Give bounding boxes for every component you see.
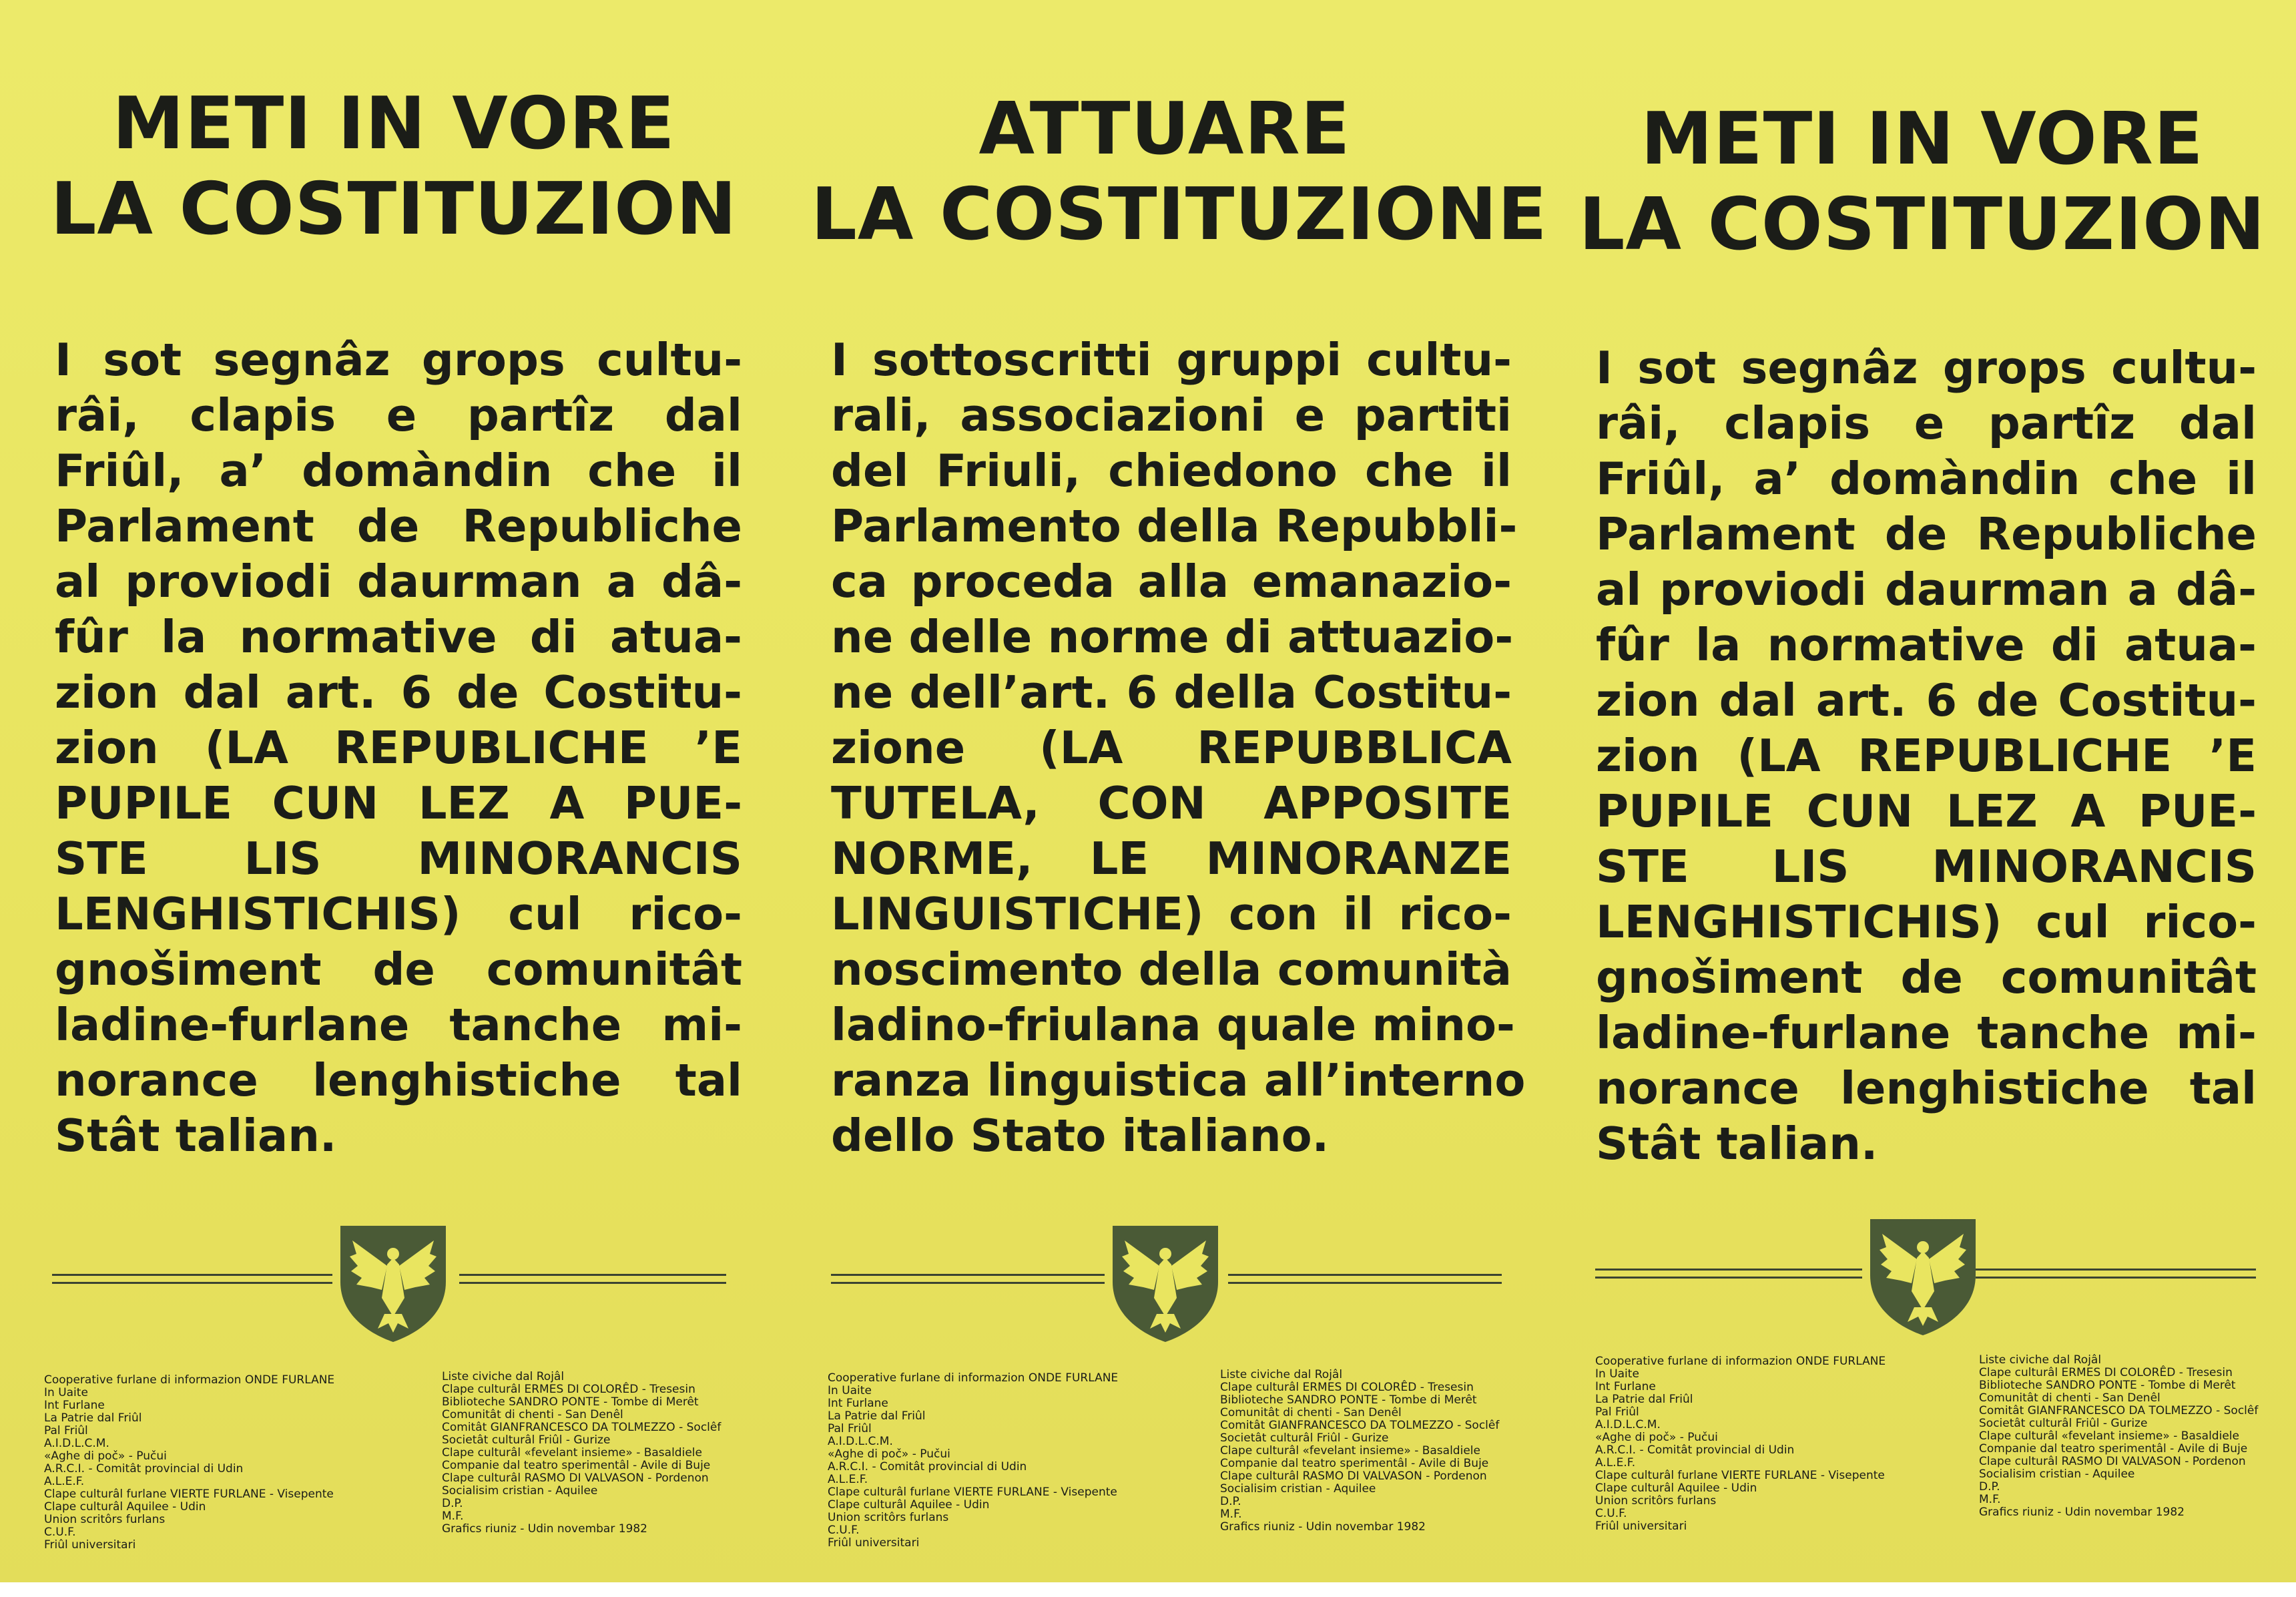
credit-line: Clape culturâl Aquilee - Udin — [44, 1500, 206, 1514]
paper-edge — [0, 1582, 2296, 1597]
credit-line: Clape culturâl furlane VIERTE FURLANE - Visepente — [828, 1486, 1117, 1499]
column-friulian-left — [47, 0, 742, 1162]
text-line: râi, clapis e partîz dal — [1596, 397, 2257, 449]
credit-line: C.U.F. — [1595, 1507, 1627, 1520]
text-line: fûr la normative di atua- — [1596, 619, 2257, 671]
credits-list — [442, 1371, 721, 1536]
text-line: NORME, LE MINORANZE — [831, 833, 1512, 885]
credit-line: La Patrie dal Friûl — [44, 1411, 142, 1425]
credits-list — [1979, 1354, 2258, 1519]
text-line: LENGHISTICHIS) cul rico- — [55, 888, 742, 940]
credit-line: La Patrie dal Friûl — [1595, 1393, 1693, 1406]
credit-line: M.F. — [1220, 1508, 1242, 1521]
column-friulian-right — [1579, 0, 2266, 1170]
credits-list — [828, 1372, 1118, 1550]
text-line: I sot segnâz grops cultu- — [55, 334, 742, 386]
divider-rule — [1976, 1269, 2256, 1279]
credit-line: M.F. — [442, 1510, 464, 1523]
text-line: ladino-friulana quale mino- — [831, 999, 1515, 1051]
friulian-eagle-shield-icon — [1868, 1216, 1978, 1338]
text-line: I sot segnâz grops cultu- — [1596, 342, 2257, 394]
credit-line: Grafics riuniz - Udin novembar 1982 — [1979, 1506, 2185, 1519]
credit-line: Union scritôrs furlans — [44, 1513, 166, 1526]
appeal-text — [55, 332, 742, 1164]
text-line: râi, clapis e partîz dal — [55, 389, 742, 441]
credit-line: Clape culturâl furlane VIERTE FURLANE - Visepente — [1595, 1469, 1885, 1482]
credit-line: Companie dal teatro sperimentâl - Avile di Buje — [1220, 1457, 1489, 1470]
text-line: norance lenghistiche tal — [55, 1054, 742, 1106]
credit-line: Union scritôrs furlans — [1595, 1494, 1717, 1508]
credit-line: «Aghe di poč» - Pučui — [44, 1449, 167, 1463]
column-italian-center — [811, 0, 1548, 1162]
text-line: noscimento della comunità — [831, 943, 1512, 995]
credit-line: Friûl universitari — [1595, 1520, 1687, 1533]
credit-line: A.L.E.F. — [44, 1475, 85, 1488]
credit-line: A.R.C.I. - Comitât provincial di Udin — [44, 1462, 244, 1475]
credit-line: Clape culturâl «fevelant insieme» - Basaldiele — [1979, 1429, 2239, 1443]
credit-line: Societât culturâl Friûl - Gurize — [442, 1433, 611, 1447]
credit-line: A.R.C.I. - Comitât provincial di Udin — [828, 1460, 1027, 1473]
text-line: zion dal art. 6 de Costitu- — [55, 666, 742, 718]
credit-line: Int Furlane — [44, 1399, 105, 1412]
text-line: STE LIS MINORANCIS — [1596, 841, 2257, 893]
text-line: ne delle norme di attuazio- — [831, 611, 1514, 663]
credit-line: Comunitât di chenti - San Denêl — [1220, 1406, 1402, 1419]
text-line: Stât talian. — [55, 1110, 337, 1162]
credit-line: Pal Friûl — [828, 1422, 872, 1435]
title-line-2: LA COSTITUZION — [1579, 183, 2266, 266]
column-title — [33, 0, 754, 252]
credit-line: Clape culturâl ERMES DI COLORÊD - Tresesin — [442, 1383, 695, 1396]
credit-line: Clape culturâl «fevelant insieme» - Basaldiele — [1220, 1444, 1480, 1457]
text-line: zion dal art. 6 de Costitu- — [1596, 674, 2257, 726]
appeal-text — [831, 332, 1526, 1164]
credit-line: Friûl universitari — [828, 1536, 920, 1550]
credit-line: Comitât GIANFRANCESCO DA TOLMEZZO - Soclêf — [1220, 1419, 1500, 1432]
credit-line: Comunitât di chenti - San Denêl — [1979, 1391, 2161, 1405]
credit-line: Union scritôrs furlans — [828, 1511, 949, 1524]
credit-line: Friûl universitari — [44, 1538, 136, 1552]
credit-line: M.F. — [1979, 1493, 2001, 1506]
text-line: zione (LA REPUBBLICA — [831, 722, 1512, 774]
credits-list — [1595, 1355, 1886, 1533]
friulian-eagle-shield-icon — [338, 1223, 449, 1345]
divider-rule — [831, 1274, 1105, 1284]
credit-line: Clape culturâl ERMES DI COLORÊD - Tresesin — [1220, 1381, 1474, 1394]
credit-line: Cooperative furlane di informazion ONDE FURLANE — [1595, 1355, 1886, 1368]
credits-list — [44, 1374, 334, 1552]
credit-line: Biblioteche SANDRO PONTE - Tombe di Merêt — [442, 1395, 699, 1409]
credit-line: Liste civiche dal Rojâl — [1979, 1353, 2102, 1367]
text-line: Friûl, a’ domàndin che il — [1596, 453, 2257, 505]
credit-line: C.U.F. — [828, 1524, 860, 1537]
text-line: rali, associazioni e partiti — [831, 389, 1512, 441]
friulian-eagle-shield-icon — [1110, 1223, 1221, 1345]
credit-line: Int Furlane — [1595, 1380, 1656, 1393]
text-line: gnošiment de comunitât — [55, 943, 742, 995]
credit-line: Companie dal teatro sperimentâl - Avile di Buje — [442, 1459, 711, 1472]
credit-line: Clape culturâl RASMO DI VALVASON - Pordenon — [1979, 1455, 2246, 1468]
credit-line: La Patrie dal Friûl — [828, 1409, 926, 1423]
text-line: LENGHISTICHIS) cul rico- — [1596, 896, 2257, 948]
text-line: ranza linguistica all’interno — [831, 1054, 1526, 1106]
credit-line: D.P. — [1979, 1480, 2000, 1494]
credit-line: Clape culturâl Aquilee - Udin — [828, 1498, 990, 1512]
text-line: Friûl, a’ domàndin che il — [55, 445, 742, 497]
text-line: ne dell’art. 6 della Costitu- — [831, 666, 1512, 718]
credit-line: Socialisim cristian - Aquilee — [1979, 1467, 2135, 1481]
text-line: TUTELA, CON APPOSITE — [831, 777, 1512, 829]
credit-line: Pal Friûl — [1595, 1405, 1639, 1419]
text-line: PUPILE CUN LEZ A PUE- — [55, 777, 742, 829]
credit-line: Comitât GIANFRANCESCO DA TOLMEZZO - Soclêf — [442, 1421, 722, 1434]
credit-line: C.U.F. — [44, 1526, 76, 1539]
credit-line: Clape culturâl RASMO DI VALVASON - Pordenon — [442, 1471, 709, 1485]
title-line-1: METI IN VORE — [112, 82, 675, 166]
text-line: al proviodi daurman a dâ- — [1596, 563, 2257, 616]
credit-line: A.I.D.L.C.M. — [1595, 1418, 1661, 1431]
credit-line: In Uaite — [44, 1386, 88, 1399]
credit-line: In Uaite — [828, 1384, 872, 1397]
credit-line: Clape culturâl RASMO DI VALVASON - Pordenon — [1220, 1469, 1487, 1483]
credit-line: Societât culturâl Friûl - Gurize — [1979, 1417, 2148, 1430]
title-line-1: METI IN VORE — [1641, 97, 2204, 181]
divider-rule — [1595, 1269, 1862, 1279]
divider-rule — [1228, 1274, 1502, 1284]
credit-line: A.L.E.F. — [828, 1473, 868, 1486]
credit-line: Cooperative furlane di informazion ONDE FURLANE — [828, 1371, 1119, 1385]
text-line: I sottoscritti gruppi cultu- — [831, 334, 1512, 386]
credit-line: Companie dal teatro sperimentâl - Avile di Buje — [1979, 1442, 2248, 1455]
credit-line: «Aghe di poč» - Pučui — [828, 1447, 950, 1461]
credit-line: Socialisim cristian - Aquilee — [1220, 1482, 1376, 1496]
credit-line: Comitât GIANFRANCESCO DA TOLMEZZO - Soclêf — [1979, 1404, 2259, 1417]
credit-line: D.P. — [442, 1497, 463, 1510]
text-line: Parlament de Republiche — [1596, 508, 2257, 560]
text-line: norance lenghistiche tal — [1596, 1062, 2257, 1114]
credit-line: Clape culturâl Aquilee - Udin — [1595, 1481, 1757, 1495]
appeal-text — [1596, 340, 2257, 1172]
credit-line: Biblioteche SANDRO PONTE - Tombe di Merêt — [1979, 1379, 2236, 1392]
credit-line: Societât culturâl Friûl - Gurize — [1220, 1431, 1389, 1445]
text-line: PUPILE CUN LEZ A PUE- — [1596, 785, 2257, 837]
credit-line: Comunitât di chenti - San Denêl — [442, 1408, 623, 1421]
column-title — [1579, 0, 2266, 268]
credit-line: Clape culturâl furlane VIERTE FURLANE - Visepente — [44, 1488, 334, 1501]
text-line: Stât talian. — [1596, 1118, 1878, 1170]
credit-line: A.I.D.L.C.M. — [44, 1437, 109, 1450]
text-line: fûr la normative di atua- — [55, 611, 742, 663]
text-line: Parlamento della Repubbli- — [831, 500, 1518, 552]
title-line-2: LA COSTITUZIONE — [811, 173, 1548, 256]
text-line: gnošiment de comunitât — [1596, 951, 2257, 1003]
text-line: al proviodi daurman a dâ- — [55, 555, 742, 608]
credits-list — [1220, 1369, 1499, 1534]
credit-line: A.I.D.L.C.M. — [828, 1435, 893, 1448]
title-line-2: LA COSTITUZION — [50, 168, 738, 251]
divider-rule — [52, 1274, 332, 1284]
text-line: ladine-furlane tanche mi- — [55, 999, 742, 1051]
title-line-1: ATTUARE — [978, 87, 1351, 171]
credit-line: Clape culturâl «fevelant insieme» - Basaldiele — [442, 1446, 702, 1459]
credit-line: Socialisim cristian - Aquilee — [442, 1484, 598, 1498]
text-line: dello Stato italiano. — [831, 1110, 1330, 1162]
text-line: zion (LA REPUBLICHE ’E — [1596, 730, 2257, 782]
credit-line: In Uaite — [1595, 1367, 1639, 1381]
divider-rule — [459, 1274, 726, 1284]
credit-line: Pal Friûl — [44, 1424, 88, 1437]
credit-line: Grafics riuniz - Udin novembar 1982 — [442, 1522, 648, 1536]
credit-line: «Aghe di poč» - Pučui — [1595, 1431, 1718, 1444]
text-line: STE LIS MINORANCIS — [55, 833, 742, 885]
credit-line: Int Furlane — [828, 1397, 888, 1410]
credit-line: Liste civiche dal Rojâl — [1220, 1368, 1343, 1381]
credit-line: A.R.C.I. - Comitât provincial di Udin — [1595, 1443, 1795, 1457]
credit-line: Cooperative furlane di informazion ONDE FURLANE — [44, 1373, 335, 1387]
credit-line: Clape culturâl ERMES DI COLORÊD - Tresesin — [1979, 1366, 2233, 1379]
text-line: LINGUISTICHE) con il rico- — [831, 888, 1512, 940]
text-line: ca proceda alla emanazio- — [831, 555, 1512, 608]
text-line: del Friuli, chiedono che il — [831, 445, 1512, 497]
text-line: Parlament de Republiche — [55, 500, 742, 552]
credit-line: Grafics riuniz - Udin novembar 1982 — [1220, 1520, 1426, 1534]
column-title — [811, 0, 1548, 258]
text-line: zion (LA REPUBLICHE ’E — [55, 722, 742, 774]
credit-line: Liste civiche dal Rojâl — [442, 1370, 565, 1383]
text-line: ladine-furlane tanche mi- — [1596, 1007, 2257, 1059]
credit-line: Biblioteche SANDRO PONTE - Tombe di Merêt — [1220, 1393, 1477, 1407]
credit-line: A.L.E.F. — [1595, 1456, 1636, 1469]
credit-line: D.P. — [1220, 1495, 1241, 1508]
